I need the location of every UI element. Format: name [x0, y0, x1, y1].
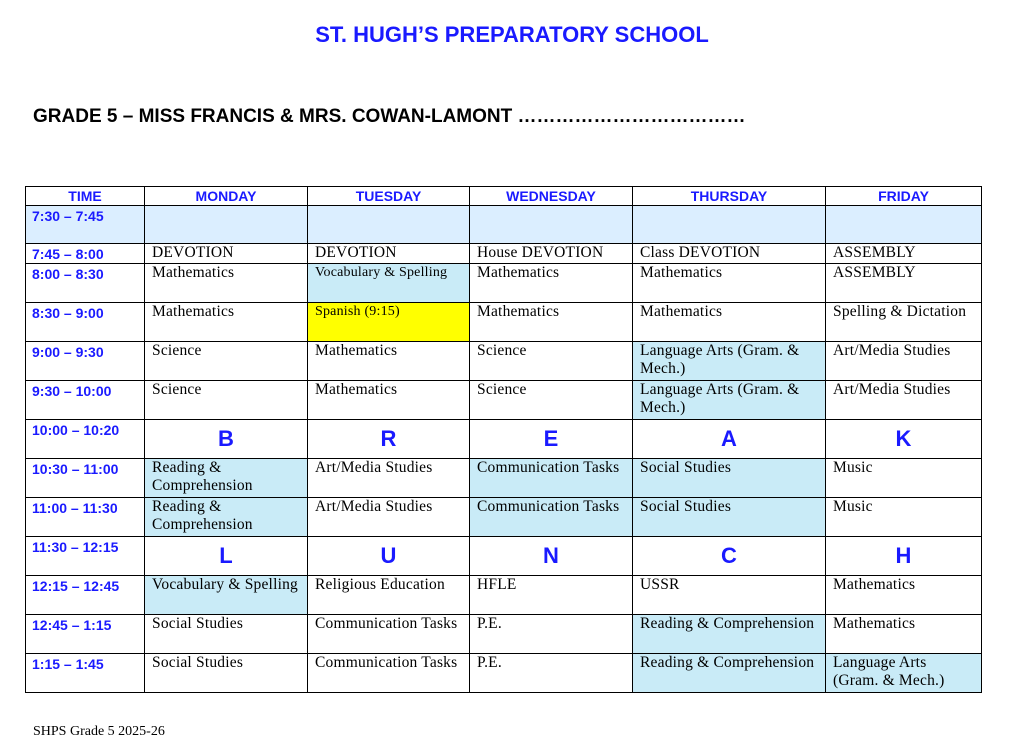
time-cell: 1:15 – 1:45 [26, 654, 145, 693]
break-letter: R [308, 420, 470, 459]
table-cell: DEVOTION [308, 244, 470, 264]
lunch-letter: N [470, 537, 633, 576]
time-cell: 11:30 – 12:15 [26, 537, 145, 576]
break-letter: E [470, 420, 633, 459]
time-cell: 7:30 – 7:45 [26, 206, 145, 244]
table-cell: Science [145, 342, 308, 381]
table-cell: ASSEMBLY [826, 244, 982, 264]
table-cell: Reading & Comprehension [145, 459, 308, 498]
table-cell: Language Arts (Gram. & Mech.) [826, 654, 982, 693]
table-cell: P.E. [470, 654, 633, 693]
table-row [26, 381, 982, 420]
table-cell: Music [826, 459, 982, 498]
lunch-letter: C [633, 537, 826, 576]
table-cell: Music [826, 498, 982, 537]
col-header-monday: MONDAY [145, 187, 308, 206]
table-cell: Mathematics [826, 615, 982, 654]
table-cell: Reading & Comprehension [633, 654, 826, 693]
table-cell: HFLE [470, 576, 633, 615]
col-header-thursday: THURSDAY [633, 187, 826, 206]
table-row [26, 244, 982, 264]
lunch-letter: U [308, 537, 470, 576]
table-cell: Art/Media Studies [308, 459, 470, 498]
table-cell: Mathematics [633, 264, 826, 303]
lunch-letter: L [145, 537, 308, 576]
table-cell: Mathematics [308, 342, 470, 381]
time-cell: 11:00 – 11:30 [26, 498, 145, 537]
table-cell: Language Arts (Gram. & Mech.) [633, 342, 826, 381]
table-cell: Mathematics [633, 303, 826, 342]
table-cell: Social Studies [633, 498, 826, 537]
table-cell: Art/Media Studies [826, 381, 982, 420]
table-cell: Spelling & Dictation [826, 303, 982, 342]
table-row [26, 654, 982, 693]
table-row [26, 264, 982, 303]
table-cell: Social Studies [145, 654, 308, 693]
table-cell: Vocabulary & Spelling [308, 264, 470, 303]
table-cell [470, 206, 633, 244]
table-cell: Language Arts (Gram. & Mech.) [633, 381, 826, 420]
time-cell: 12:15 – 12:45 [26, 576, 145, 615]
table-row [26, 498, 982, 537]
table-cell: Mathematics [145, 303, 308, 342]
school-title: ST. HUGH’S PREPARATORY SCHOOL [315, 22, 709, 47]
table-cell: Communication Tasks [308, 654, 470, 693]
table-row [26, 342, 982, 381]
timetable [25, 186, 982, 693]
table-row [26, 459, 982, 498]
table-cell: Mathematics [145, 264, 308, 303]
table-row [26, 615, 982, 654]
footer-text: SHPS Grade 5 2025-26 [33, 724, 165, 739]
break-letter: B [145, 420, 308, 459]
col-header-time: TIME [26, 187, 145, 206]
table-row [26, 576, 982, 615]
table-cell: Religious Education [308, 576, 470, 615]
lunch-row [26, 537, 982, 576]
time-cell: 7:45 – 8:00 [26, 244, 145, 264]
col-header-friday: FRIDAY [826, 187, 982, 206]
table-cell: Communication Tasks [470, 498, 633, 537]
table-cell: Communication Tasks [470, 459, 633, 498]
table-row [26, 303, 982, 342]
table-cell: Vocabulary & Spelling [145, 576, 308, 615]
col-header-wednesday: WEDNESDAY [470, 187, 633, 206]
col-header-tuesday: TUESDAY [308, 187, 470, 206]
table-cell [633, 206, 826, 244]
time-cell: 8:30 – 9:00 [26, 303, 145, 342]
time-cell: 10:00 – 10:20 [26, 420, 145, 459]
table-cell: Mathematics [308, 381, 470, 420]
time-cell: 8:00 – 8:30 [26, 264, 145, 303]
table-cell: Science [470, 342, 633, 381]
time-cell: 10:30 – 11:00 [26, 459, 145, 498]
table-cell: Social Studies [145, 615, 308, 654]
table-cell: Art/Media Studies [826, 342, 982, 381]
table-cell: USSR [633, 576, 826, 615]
table-cell: House DEVOTION [470, 244, 633, 264]
table-cell: Science [470, 381, 633, 420]
table-cell: Reading & Comprehension [633, 615, 826, 654]
time-cell: 9:30 – 10:00 [26, 381, 145, 420]
time-cell: 12:45 – 1:15 [26, 615, 145, 654]
time-cell: 9:00 – 9:30 [26, 342, 145, 381]
lunch-letter: H [826, 537, 982, 576]
break-letter: K [826, 420, 982, 459]
table-cell [308, 206, 470, 244]
table-cell: Art/Media Studies [308, 498, 470, 537]
table-cell: P.E. [470, 615, 633, 654]
table-cell: DEVOTION [145, 244, 308, 264]
table-cell: Mathematics [470, 303, 633, 342]
table-cell: Mathematics [470, 264, 633, 303]
table-cell [826, 206, 982, 244]
break-row [26, 420, 982, 459]
table-row [26, 206, 982, 244]
grade-title: GRADE 5 – MISS FRANCIS & MRS. COWAN-LAMONT ……………………………… [33, 106, 746, 127]
table-cell: Social Studies [633, 459, 826, 498]
table-cell: ASSEMBLY [826, 264, 982, 303]
break-letter: A [633, 420, 826, 459]
table-cell [145, 206, 308, 244]
header-row [26, 187, 982, 206]
table-cell: Mathematics [826, 576, 982, 615]
table-cell: Reading & Comprehension [145, 498, 308, 537]
table-cell: Science [145, 381, 308, 420]
table-cell: Communication Tasks [308, 615, 470, 654]
table-cell: Class DEVOTION [633, 244, 826, 264]
table-cell: Spanish (9:15) [308, 303, 470, 342]
